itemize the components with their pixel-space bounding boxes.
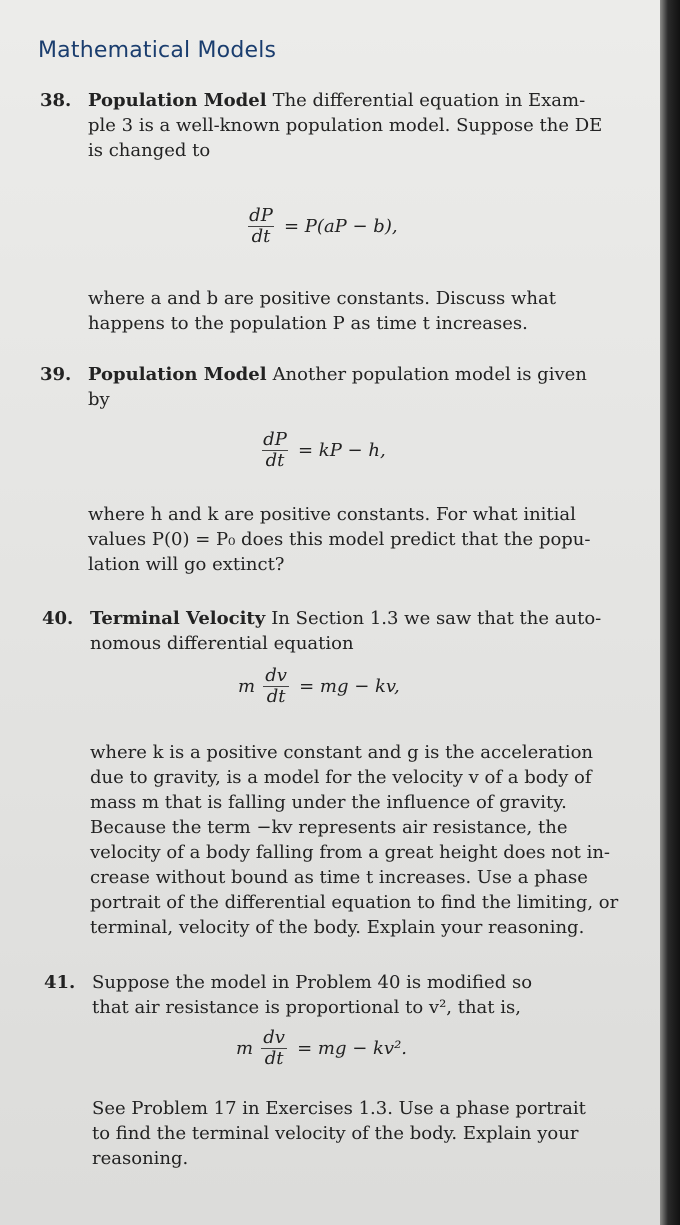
problem-text-line: values P(0) = P₀ does this model predict that the popu- [88,529,591,550]
equation-rhs: = P(aP − b), [284,216,398,237]
equation-rhs: = mg − kv, [299,676,400,697]
equation-prefix: m [236,1038,254,1059]
fraction-numerator: dv [265,665,287,686]
problem-title: Population Model [88,90,267,111]
problem-text-line: where a and b are positive constants. Discuss what [88,288,556,309]
problem-text-line: The differential equation in Exam- [272,90,586,111]
problem-text-line: terminal, velocity of the body. Explain your reasoning. [90,917,585,938]
problem-text-line: that air resistance is proportional to v², that is, [92,997,521,1018]
problem-text-line: Suppose the model in Problem 40 is modified so [92,972,533,993]
problem-text-line: In Section 1.3 we saw that the auto- [271,608,602,629]
equation-39 [256,430,386,471]
section-heading: Mathematical Models [38,38,277,63]
page-edge-shadow [660,0,680,1225]
problem-title: Population Model [88,364,267,385]
fraction-numerator: dv [263,1027,285,1048]
equation-40 [238,666,400,707]
fraction-numerator: dP [263,429,287,450]
problem-text-line: by [88,389,110,410]
equation-prefix: m [238,676,256,697]
problem-text-line: Because the term −kv represents air resistance, the [90,817,568,838]
problem-number: 41. [44,972,76,993]
fraction-denominator: dt [251,226,271,247]
problem-text-line: reasoning. [92,1148,189,1169]
fraction-numerator: dP [249,205,273,226]
problem-number: 40. [42,608,74,629]
equation-rhs: = mg − kv². [297,1038,408,1059]
problem-text-line: where h and k are positive constants. For what initial [88,504,576,525]
problem-text-line: velocity of a body falling from a great height does not in- [90,842,610,863]
fraction-denominator: dt [265,450,285,471]
equation-41 [236,1028,407,1069]
fraction-denominator: dt [264,1048,284,1069]
equation-rhs: = kP − h, [298,440,386,461]
fraction-denominator: dt [266,686,286,707]
problem-text-line: Another population model is given [272,364,587,385]
problem-text-line: where k is a positive constant and g is the acceleration [90,742,594,763]
problem-text-line: to find the terminal velocity of the body. Explain your [92,1123,579,1144]
problem-number: 38. [40,90,72,111]
problem-text-line: See Problem 17 in Exercises 1.3. Use a phase portrait [92,1098,586,1119]
problem-text-line: lation will go extinct? [88,554,285,575]
problem-title: Terminal Velocity [90,608,266,629]
problem-text-line: crease without bound as time t increases. Use a phase [90,867,588,888]
problem-text-line: portrait of the differential equation to find the limiting, or [90,892,619,913]
problem-text-line: mass m that is falling under the influence of gravity. [90,792,567,813]
equation-38 [242,206,398,247]
problem-text-line: ple 3 is a well-known population model. Suppose the DE [88,115,603,136]
problem-text-line: is changed to [88,140,211,161]
problem-text-line: happens to the population P as time t increases. [88,313,528,334]
problem-text-line: nomous differential equation [90,633,354,654]
problem-number: 39. [40,364,72,385]
problem-text-line: due to gravity, is a model for the velocity v of a body of [90,767,592,788]
